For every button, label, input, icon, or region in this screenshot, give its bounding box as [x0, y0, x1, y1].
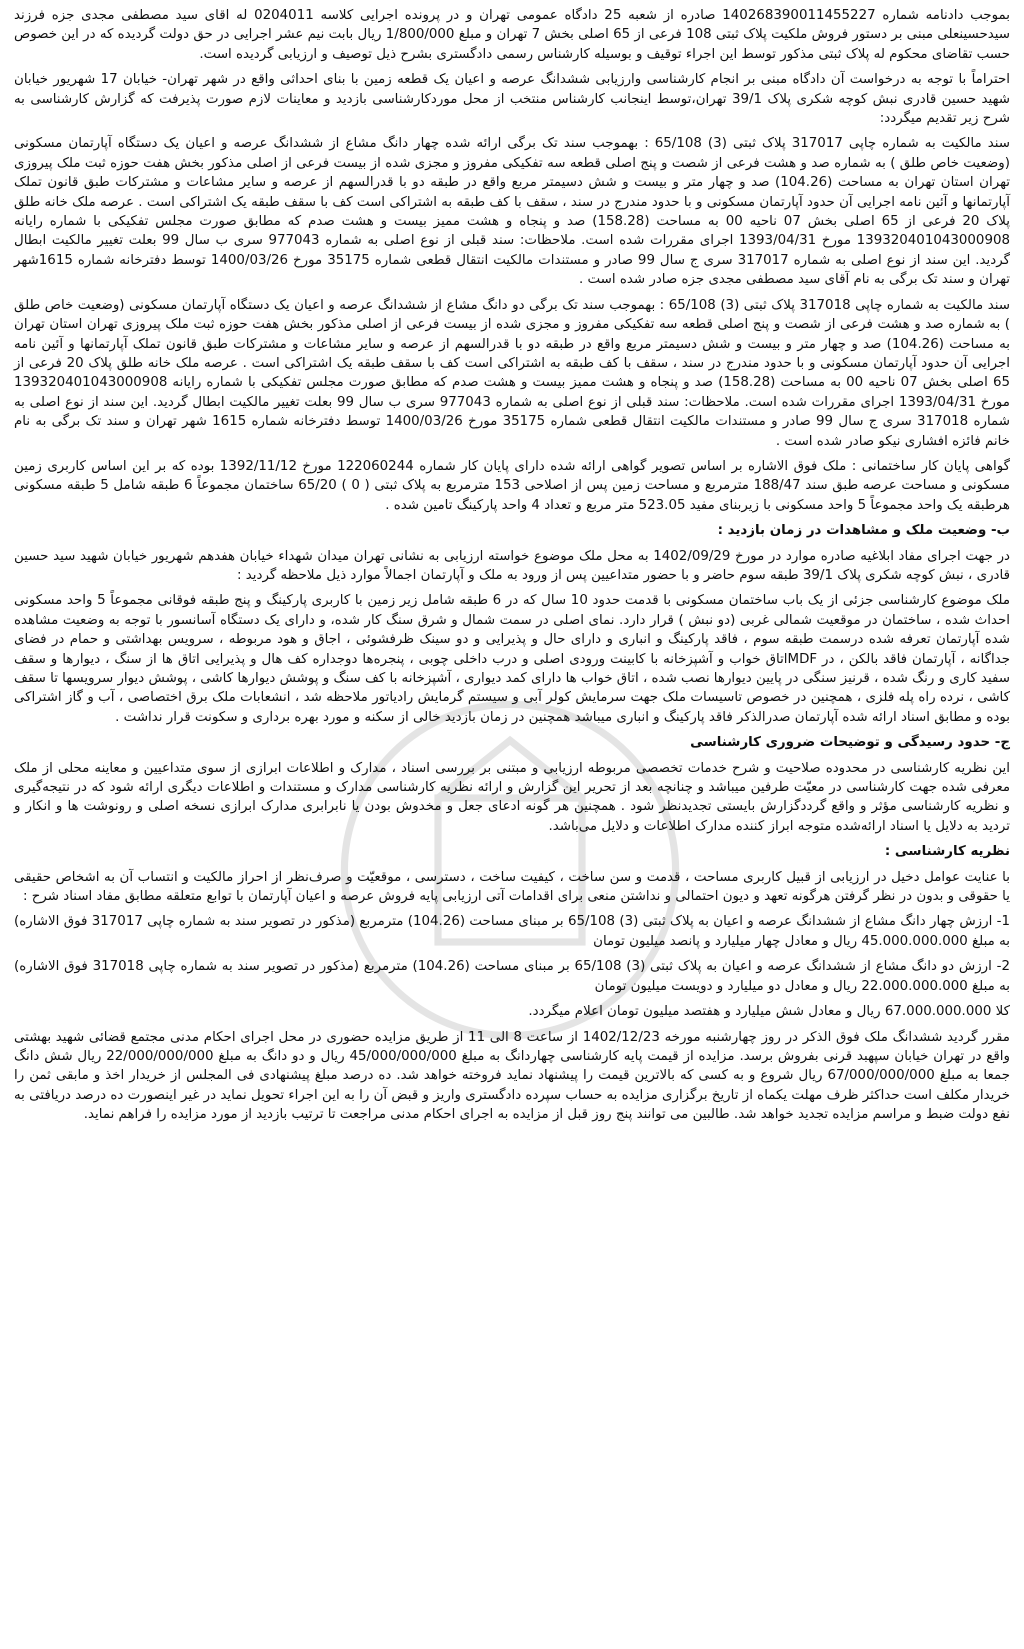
- scope-paragraph: این نظریه کارشناسی در محدوده صلاحیت و شرح خدمات تخصصی مربوطه ارزیابی و مبتنی بر بررسی اسناد ، مدارک و اطلاعات ابرازی از سوی متداعیین و معاینه محلی از ملک معرفی شده جهت کارشناسی در معیّت طرفین میباشد و چنانچه بعد از تحریر این گزارش و ارائه نظریه کارشناسی مدارک و مستندات و اطلاعات دیگری ارائه شود که در نتیجه‌گیری و نظریه کارشناسی مؤثر و واقع گرددگزارش بایستی تجدیدنظر شود . همچنین هر گونه ادعای جعل و مخدوش بودن یا نابرابری مدارک ابرازی نسخه اصلی و رونوشت ها و انکار و تردید به دلایل یا اسناد ارائه‌شده متوجه ابراز کننده مدارک اطلاعات و دلایل می‌باشد.: [14, 760, 1010, 834]
- valuation-total: کلا 67.000.000.000 ریال و معادل شش میلیارد و هفتصد میلیون تومان اعلام میگردد.: [528, 1004, 1010, 1020]
- section-b-heading: ب- وضعیت ملک و مشاهدات در زمان بازدید :: [717, 523, 1010, 539]
- intro-paragraph: بموجب دادنامه شماره 140268390011455227 صادره از شعبه 25 دادگاه عمومی تهران و در پرونده اجرایی کلاسه 0204011 له اقای سید مصطفی مجدی جزه فرزند سیدحسینعلی مبنی بر دستور فروش ملکیت پلاک ثبتی 108 فرعی از 65 اصلی بخش 7 تهران و مبلغ 1/800/000 ریال بابت نیم عشر اجرایی در حق دولت گردیده که در این خصوص حسب تقاضای محکوم له پلاک ثبتی مذکور توسط این اجراء توقیف و بوسیله کارشناس رسمی دادگستری بشرح ذیل توصیف و ارزیابی گردیده است.: [14, 8, 1011, 62]
- section-c-heading: ج- حدود رسیدگی و توضیحات ضروری کارشناسی: [690, 735, 1010, 751]
- deed-317017-paragraph: سند مالکیت به شماره چاپی 317017 پلاک ثبتی (3) 65/108 : بهموجب سند تک برگی ارائه شده چهار دانگ مشاع از ششدانگ عرصه و اعیان یک دستگاه آپارتمان مسکونی (وضعیت خاص طلق ) به شماره صد و هشت فرعی از شصت و پنج اصلی قطعه سه تفکیکی مفروز و مجزی شده از بیست فرعی از اصلی مذکور بخش هفت حوزه ثبت ملک پیروزی تهران استان تهران به مساحت (104.26) صد و چهار متر و بیست و شش دسیمتر مربع واقع در طبقه دو با قدرالسهم از عرصه و سایر مشاعات و مشترکات طبق قانون تملک آپارتمانها و آئین نامه اجرایی آن حدود آپارتمان مسکونی و با حدود مندرج در سند ، سقف با کف طبقه به اشتراکی است کف با سقف طبقه یک اشتراکی است . عرصه ملک خانه طلق پلاک 20 فرعی از 65 اصلی بخش 07 ناحیه 00 به مساحت (158.28) صد و پنجاه و هشت ممیز بیست و هشت صدم که مطابق صورت مجلس تفکیکی با شماره رایانه 139320401043000908 مورخ 1393/04/31 اجرای مقررات شده است. ملاحظات: سند قبلی از نوع اصلی به شماره 977043 سری ب سال 99 بعلت تغییر مالکیت ابطال گردید. این سند از نوع اصلی به شماره 317017 سری ج سال 99 صادر و مستندات مالکیت انتقال قطعی شماره 35175 مورخ 1400/03/26 توسط دفترخانه شماره 1615شهر تهران و سند تک برگی به نام آقای سید مصطفی مجدی جزه صادر شده است .: [14, 136, 1011, 288]
- deed-317018-paragraph: سند مالکیت به شماره چاپی 317018 پلاک ثبتی (3) 65/108 : بهموجب سند تک برگی دو دانگ مشاع از ششدانگ عرصه و اعیان یک دستگاه آپارتمان مسکونی (وضعیت خاص طلق ) به شماره صد و هشت فرعی از شصت و پنج اصلی قطعه سه تفکیکی مفروز و مجزی شده از بیست فرعی از اصلی مذکور بخش هفت حوزه ثبت ملک پیروزی تهران استان تهران به مساحت (104.26) صد و چهار متر و بیست و شش دسیمتر مربع واقع در طبقه دو با قدرالسهم از عرصه و سایر مشاعات و مشترکات طبق قانون تملک آپارتمانها و آئین نامه اجرایی آن حدود آپارتمان مسکونی و با حدود مندرج در سند ، سقف با کف طبقه به اشتراکی است کف با سقف طبقه یک اشتراکی است . عرصه ملک خانه طلق پلاک 20 فرعی از 65 اصلی بخش 07 ناحیه 00 به مساحت (158.28) صد و پنجاه و هشت ممیز بیست و هشت صدم که مطابق صورت مجلس تفکیکی با شماره رایانه 139320401043000908 مورخ 1393/04/31 اجرای مقررات شده است. ملاحظات: سند قبلی از نوع اصلی به شماره 977043 سری ب سال 99 بعلت تغییر مالکیت ابطال گردید. این سند از نوع اصلی به شماره 317018 سری ج سال 99 صادر و مستندات مالکیت انتقال قطعی شماره 35175 مورخ 1400/03/26 توسط دفترخانه شماره 1615 شهر تهران و سند تک برگی به نام خانم فائزه افشاری نیکو صادر شده است .: [14, 297, 1011, 449]
- auction-paragraph: مقرر گردید ششدانگ ملک فوق الذکر در روز چهارشنبه مورخه 1402/12/23 از ساعت 8 الی 11 از طریق مزایده حضوری در محل اجرای احکام مدنی مجتمع قضائی شهید بهشتی واقع در تهران خیابان سپهبد قرنی بفروش برسد. مزایده از قیمت پایه کارشناسی چهاردانگ به مبلغ 45/000/000/000 ریال و دو دانگ به مبلغ 22/000/000/000 ریال شش دانگ جمعا به مبلغ 67/000/000/000 ریال شروع و به کسی که بالاترین قیمت را پیشنهاد نماید فروخته خواهد شد. ده درصد مبلغ پیشنهادی فی المجلس از خریدار اخذ و مابقی ثمن را خریدار مکلف است حداکثر ظرف مهلت یکماه از تاریخ برگزاری مزایده به حساب سپرده دادگستری واریز و قبض آن را به این اجراء تحویل نماید در غیر اینصورت ده درصد دریافتی به نفع دولت ضبط و مراسم مزایده تجدید خواهد شد. طالبین می توانند پنج روز قبل از مزایده به اجرای احکام مدنی مراجعت تا ترتیب بازدید از مورد مزایده را فراهم نماید.: [14, 1029, 1010, 1123]
- valuation-item-1: 1- ارزش چهار دانگ مشاع از ششدانگ عرصه و اعیان به پلاک ثبتی (3) 65/108 بر مبنای مساحت (104.26) مترمربع (مذکور در تصویر سند به شماره چاپی 317017 فوق الاشاره) به مبلغ 45.000.000.000 ریال و معادل چهار میلیارد و پانصد میلیون تومان: [14, 914, 1011, 949]
- opinion-heading: نظریه کارشناسی :: [884, 844, 1010, 860]
- visit-paragraph: در جهت اجرای مفاد ابلاغیه صادره موارد در مورخ 1402/09/29 به محل ملک موضوع خواسته ارزیابی به نشانی تهران میدان شهداء خیابان هفدهم شهریور خیابان شهید سید حسین قادری ، نبش کوچه شکری پلاک 39/1 طبقه سوم حاضر و با حضور متداعیین پس از ورود به ملک و آپارتمان اجمالاً موارد ذیل ملاحظه گردید :: [14, 548, 1011, 583]
- description-paragraph: ملک موضوع کارشناسی جزئی از یک باب ساختمان مسکونی با قدمت حدود 10 سال که در 6 طبقه شامل زیر زمین با کاربری پارکینگ و پنج طبقه فوقانی مجموعاً 5 واحد مسکونی احداث شده ، ساختمان در موقعیت شمالی غربی (دو نبش ) قرار دارد. نمای اصلی در سمت شمال و شرق سنگ کار شده، و دارای یک دستگاه آسانسور با توجه به وضعیت مشاهده شده آپارتمان تعرفه شده درسمت طبقه سوم ، فاقد پارکینگ و انباری و دارای حال و پذیرایی و دو سینک ظرفشوئی ، اجاق و هود مربوطه ، سرویس بهداشتی و حمام در فضای جداگانه ، آپارتمان فاقد بالکن ، در MDFاتاق خواب و آشپزخانه با کابینت ورودی اصلی و درب داخلی چوبی ، پنجره‌ها دوجداره کف هال و پذیرایی اتاق ها از سنگ ، دیوارها و سقف سفید کاری و رنگ شده ، قرنیز سنگی در پایین دیوارها نصب شده ، اتاق خواب ها دارای کمد دیواری ، آشپزخانه با کف سنگ و پوشش دیوارها کاشی ، پوشش دیوار سرویسها تا سقف کاشی ، نرده راه پله فلزی ، همچنین در خصوص تاسیسات ملک جهت سرمایش کولر آبی و سیستم گرمایش رادیاتور ملاحظه شد ، انشعابات ملک برق اختصاصی ، آب و گاز اشتراکی بوده و مطابق اسناد ارائه شده آپارتمان صدرالذکر فاقد پارکینگ و انباری میباشد همچنین در زمان بازدید خالی از سکنه و مورد بهره برداری و سکونت قرار نداشت .: [14, 593, 1011, 725]
- completion-certificate-paragraph: گواهی پایان کار ساختمانی : ملک فوق الاشاره بر اساس تصویر گواهی ارائه شده دارای پایان کار شماره 122060244 مورخ 1392/11/12 بوده که بر این اساس کاربری زمین مسکونی و مساحت عرصه طبق سند 188/47 مترمربع و مساحت زمین پس از اصلاحی 153 مترمربع به پلاک ثبتی ( 0 ) 65/20 ساختمان مجموعاً 6 طبقه شامل 5 طبقه مسکونی هرطبقه یک واحد مجموعاً 5 واحد مسکونی با زیربنای مفید 523.05 متر مربع و تعداد 4 واحد پارکینگ تامین شده .: [14, 458, 1010, 513]
- valuation-item-2: 2- ارزش دو دانگ مشاع از ششدانگ عرصه و اعیان به پلاک ثبتی (3) 65/108 بر مبنای مساحت (104.26) مترمربع (مذکور در تصویر سند به شماره چاپی 317018 فوق الاشاره) به مبلغ 22.000.000.000 ریال و معادل دو میلیارد و دویست میلیون تومان: [14, 959, 1010, 994]
- opinion-paragraph: با عنایت عوامل دخیل در ارزیابی از قبیل کاربری مساحت ، قدمت و سن ساخت ، کیفیت ساخت ، دسترسی ، موقعیّت و صرف‌نظر از احراز مالکیت و انتساب آن به اشخاص حقیقی یا حقوقی و بدون در نظر گرفتن هرگونه تعهد و دیون احتمالی و نداشتن منعی برای اقدامات آتی ارزیابی پایه فروش عرصه و اعیان آپارتمان با توابع متعلقه مطابق مفاد اسناد شرح :: [14, 869, 1010, 905]
- request-paragraph: احتراماً با توجه به درخواست آن دادگاه مبنی بر انجام کارشناسی وارزیابی ششدانگ عرصه و اعیان یک قطعه زمین با بنای احداثی واقع در شهر تهران- خیابان 17 شهریور خیابان شهید حسین قادری نبش کوچه شکری پلاک 39/1 تهران،توسط اینجانب کارشناس منتخب از محل موردکارشناسی بازدید و معاینات لازم صورت پذیرفت که گزارش کارشناسی به شرح زیر تقدیم میگردد:: [14, 72, 1010, 127]
